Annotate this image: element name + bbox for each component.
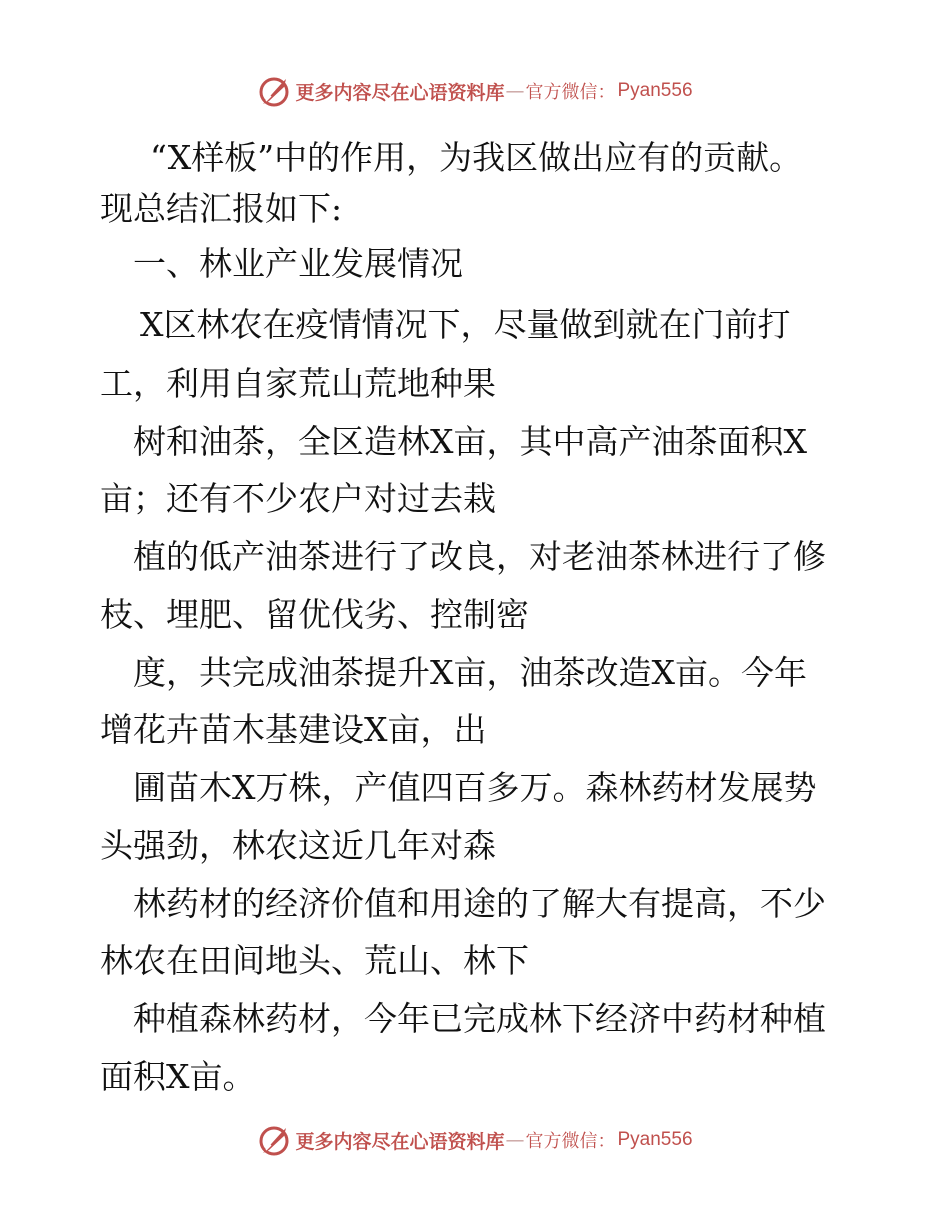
- text-line: 枝、埋肥、留优伐劣、控制密: [100, 595, 529, 634]
- banner-contact-label: 官方微信：: [525, 1131, 616, 1152]
- banner-name: 更多内容尽在心语资料库: [295, 81, 505, 104]
- section-heading: 一、林业产业发展情况: [133, 244, 463, 283]
- text-line: 林农在田间地头、荒山、林下: [100, 941, 529, 980]
- text-line: X区林农在疫情情况下，尽量做到就在门前打: [140, 305, 791, 344]
- pen-logo-icon: [257, 74, 291, 108]
- banner-dash: —: [505, 1129, 525, 1151]
- banner-name: 更多内容尽在心语资料库: [295, 1130, 505, 1153]
- banner-contact-label: 官方微信：: [525, 82, 616, 103]
- footer-watermark: [0, 1122, 950, 1158]
- text-line: 头强劲，林农这近几年对森: [100, 826, 496, 865]
- text-line: 现总结汇报如下:: [100, 189, 343, 228]
- banner-dash: —: [505, 80, 525, 102]
- text-line: 工，利用自家荒山荒地种果: [100, 364, 496, 403]
- pen-logo-icon: [257, 1123, 291, 1157]
- text-line: 植的低产油茶进行了改良，对老油茶林进行了修: [133, 537, 826, 576]
- text-line: 树和油茶，全区造林X亩，其中高产油茶面积X: [133, 422, 807, 461]
- text-line: 种植森林药材，今年已完成林下经济中药材种植: [133, 999, 826, 1038]
- text-line: 度，共完成油茶提升X亩，油茶改造X亩。今年: [133, 653, 807, 692]
- banner-handle: Pyan556: [617, 1129, 693, 1150]
- text-line: 林药材的经济价值和用途的了解大有提高，不少: [133, 884, 826, 923]
- text-line: 增花卉苗木基建设X亩，出: [100, 710, 487, 749]
- text-line: “X样板”中的作用，为我区做出应有的贡献。: [150, 138, 803, 177]
- text-line: 亩；还有不少农户对过去栽: [100, 479, 496, 518]
- banner-handle: Pyan556: [617, 80, 693, 101]
- text-line: 圃苗木X万株，产值四百多万。森林药材发展势: [133, 768, 817, 807]
- header-watermark: [0, 73, 950, 109]
- text-line: 面积X亩。: [100, 1057, 256, 1096]
